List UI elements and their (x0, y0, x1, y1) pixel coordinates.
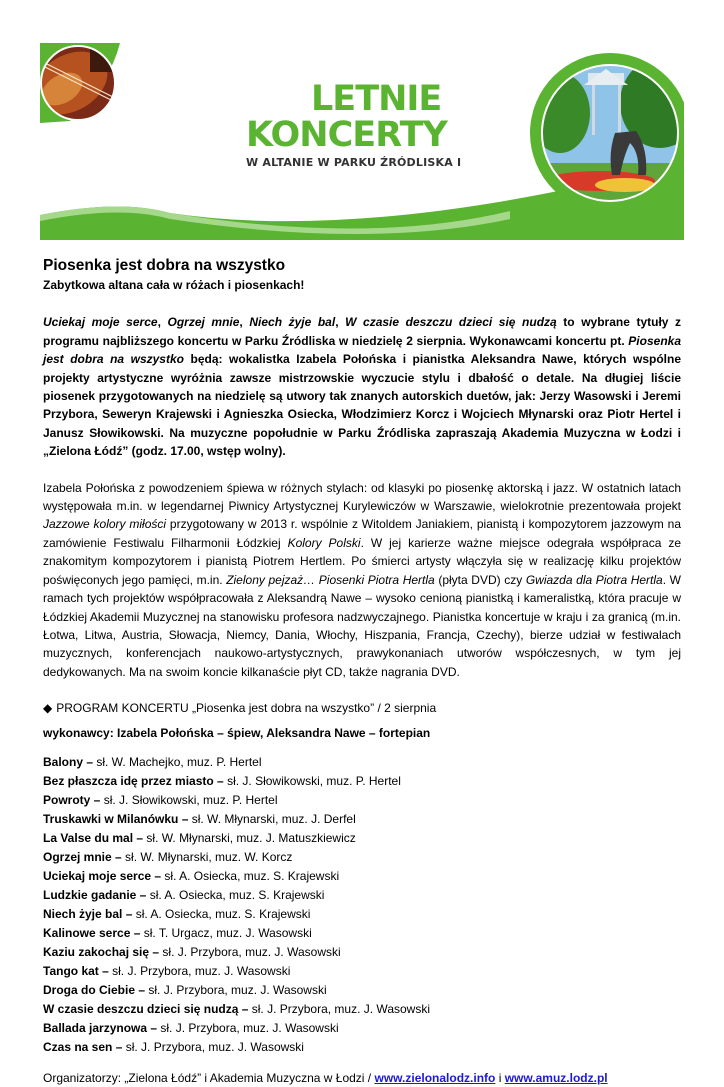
song-credits: sł. J. Przybora, muz. J. Wasowski (159, 944, 341, 959)
song-credits: sł. W. Machejko, muz. P. Hertel (93, 754, 262, 769)
song-credits: sł. J. Słowikowski, muz. P. Hertel (100, 792, 278, 807)
body-run: Gwiazda dla Piotra Hertla (525, 572, 663, 587)
song-title: Czas na sen – (43, 1039, 123, 1054)
song-title: Ludzkie gadanie – (43, 887, 147, 902)
song-credits: sł. J. Przybora, muz. J. Wasowski (157, 1020, 339, 1035)
song-credits: sł. A. Osiecka, muz. S. Krajewski (146, 887, 325, 902)
link-zielonalodz[interactable]: www.zielonalodz.info (374, 1070, 496, 1085)
footer (43, 1069, 681, 1087)
song-title: Bez płaszcza idę przez miasto – (43, 773, 224, 788)
song-item (43, 886, 681, 905)
body-run: przygotowany w 2013 r. wspólnie z Witoldem Janiakiem, pianistą i kompozytorem jazzowym na zamówienie Festiwalu Filharmonii Łódzkiej (43, 517, 681, 550)
body-run: Jazzowe kolory miłości (43, 517, 167, 532)
song-credits: sł. A. Osiecka, muz. S. Krajewski (132, 906, 311, 921)
song-title: Ballada jarzynowa – (43, 1020, 158, 1035)
banner-title (246, 79, 462, 169)
link-amuz[interactable]: www.amuz.lodz.pl (504, 1070, 608, 1085)
article-subheading: Zabytkowa altana cała w różach i piosenkach! (43, 278, 305, 292)
lead-run: , (157, 315, 168, 330)
lead-run: Niech żyje bal (249, 315, 336, 330)
body-run: Zielony pejzaż… Piosenki Piotra Hertla (226, 572, 435, 587)
song-item (43, 848, 681, 867)
song-item (43, 791, 681, 810)
footer-text: Organizatorzy: „Zielona Łódź” i Akademia Muzyczna w Łodzi / (43, 1070, 375, 1085)
song-title: Balony – (43, 754, 94, 769)
body-run: . W jej karierze ważne miejsce odegrała współpraca ze znakomitym kompozytorem i pianistą Piotrem Hertlem. Po śmierci artysty włączyła się w realizację kilku projektów poświęconych jego pamięci, m.in. (43, 535, 681, 587)
diamond-icon: ◆ (43, 701, 53, 716)
song-credits: sł. T. Urgacz, muz. J. Wasowski (140, 925, 312, 940)
lead-paragraph (43, 313, 681, 460)
song-item (43, 905, 681, 924)
song-title: Powroty – (43, 792, 101, 807)
lead-run: Uciekaj moje serce (43, 315, 158, 330)
song-item (43, 772, 681, 791)
body-paragraph (43, 479, 681, 681)
lead-run: , (335, 315, 346, 330)
song-item (43, 829, 681, 848)
lead-run: Piosenka jest dobra na wszystko (43, 333, 681, 367)
article-heading: Piosenka jest dobra na wszystko (43, 257, 286, 274)
song-title: Niech żyje bal – (43, 906, 133, 921)
program-title (43, 699, 681, 717)
song-item (43, 810, 681, 829)
song-title: W czasie deszczu dzieci się nudzą – (43, 1001, 249, 1016)
song-title: Ogrzej mnie – (43, 849, 122, 864)
lead-run: będą: wokalistka Izabela Połońska i pianistka Aleksandra Nawe, których wspólne projekty artystyczne wyróżnia zawsze mistrzowskie wyczucie stylu i dbałość o detale. Na długiej liście piosenek przygotowanych na niedzielę są utwory tak znanych autorskich duetów, jak: Jerzy Wasowski i Jeremi Przybora, Seweryn Krajewski i Agnieszka Osiecka, Włodzimierz Korcz i Wojciech Młynarski oraz Piotr Hertel i Janusz Słowikowski. Na muzyczne popołudnie w Parku Źródliska zapraszają Akademia Muzyczna w Łodzi i „Zielona Łódź” (godz. 17.00, wstęp wolny). (43, 352, 681, 459)
song-item (43, 1019, 681, 1038)
song-title: Uciekaj moje serce – (43, 868, 162, 883)
lead-run: W czasie deszczu dzieci się nudzą (345, 315, 557, 330)
title-line-1: LETNIE (311, 79, 442, 119)
lead-run: Ogrzej mnie (167, 315, 240, 330)
song-credits: sł. J. Przybora, muz. J. Wasowski (145, 982, 327, 997)
body-run: (płyta DVD) czy (434, 572, 526, 587)
body-run: Kolory Polski (287, 535, 361, 550)
lead-run: to wybrane tytuły z programu najbliższego koncertu w Parku Źródliska w niedzielę 2 sierpnia. Wykonawcami koncertu pt. (43, 315, 682, 348)
song-item (43, 943, 681, 962)
song-list (43, 753, 681, 1057)
song-credits: sł. J. Słowikowski, muz. P. Hertel (223, 773, 401, 788)
song-credits: sł. W. Młynarski, muz. J. Matuszkiewicz (143, 830, 356, 845)
song-title: Droga do Ciebie – (43, 982, 146, 997)
song-item (43, 867, 681, 886)
song-item (43, 1038, 681, 1057)
body-run: Izabela Połońska z powodzeniem śpiewa w różnych stylach: od klasyki po piosenkę aktorską i jazz. W ostatnich latach występowała m.in. w legendarnej Piwnicy Artystycznej Kurylewiczów w Warszawie, wielokrotnie prezentowała projekt (43, 480, 681, 514)
song-item (43, 753, 681, 772)
song-title: Kalinowe serce – (43, 925, 141, 940)
song-credits: sł. W. Młynarski, muz. W. Korcz (121, 849, 293, 864)
song-title: Kaziu zakochaj się – (43, 944, 160, 959)
title-subtitle: W ALTANIE W PARKU ŹRÓDLISKA I (246, 156, 462, 169)
song-credits: sł. J. Przybora, muz. J. Wasowski (122, 1039, 304, 1054)
footer-join: i (495, 1070, 505, 1085)
song-item (43, 962, 681, 981)
performers: wykonawcy: Izabela Połońska – śpiew, Aleksandra Nawe – fortepian (43, 725, 431, 740)
program-title-text: PROGRAM KONCERTU „Piosenka jest dobra na wszystko” / 2 sierpnia (56, 701, 437, 716)
song-credits: sł. W. Młynarski, muz. J. Derfel (188, 811, 356, 826)
body-run: . W ramach tych projektów współpracowała z Aleksandrą Nawe – wysoko cenioną pianistką i kameralistką, która pracuje w Łódzkiej Akademii Muzycznej na stanowisku profesora nadzwyczajnego. Pianistka koncertuje w kraju i za granicą (m.in. Łotwa, Litwa, Austria, Słowacja, Niemcy, Dania, Włochy, Hiszpania, Francja, Czechy), bierze udział w festiwalach muzycznych, konferencjach naukowo-artystycznych, prawykonaniach utworów współczesnych, w tym jej dedykowanych. Ma na swoim koncie kilkanaście płyt CD, także nagrania DVD. (43, 572, 682, 679)
song-item (43, 1000, 681, 1019)
song-credits: sł. J. Przybora, muz. J. Wasowski (248, 1001, 430, 1016)
song-credits: sł. A. Osiecka, muz. S. Krajewski (161, 868, 340, 883)
song-item (43, 981, 681, 1000)
title-line-2: KONCERTY (246, 115, 447, 155)
song-title: La Valse du mal – (43, 830, 144, 845)
song-title: Truskawki w Milanówku – (43, 811, 189, 826)
article (43, 256, 681, 1087)
song-title: Tango kat – (43, 963, 109, 978)
song-item (43, 924, 681, 943)
song-credits: sł. J. Przybora, muz. J. Wasowski (108, 963, 291, 978)
lead-run: , (239, 315, 250, 330)
